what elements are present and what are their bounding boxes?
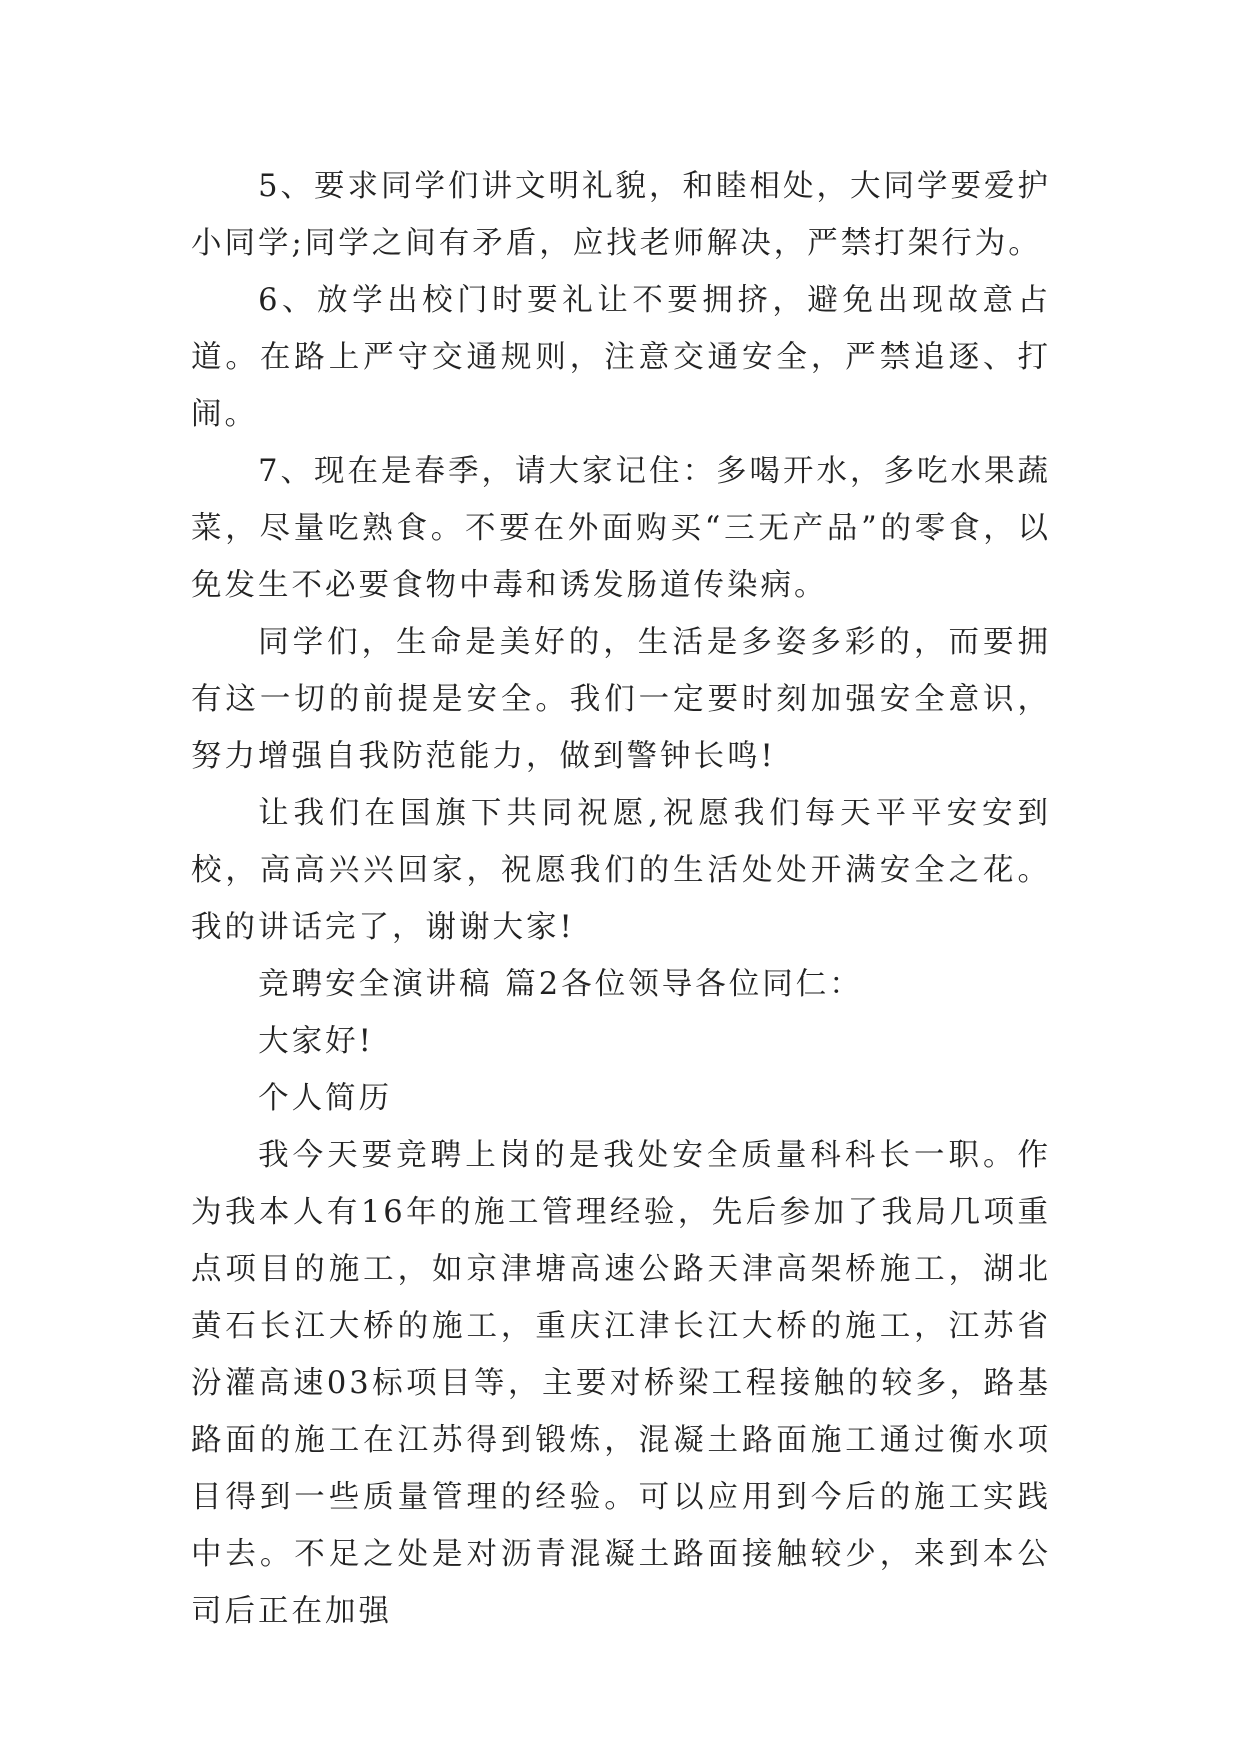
paragraph-rule-6: 6、放学出校门时要礼让不要拥挤，避免出现故意占道。在路上严守交通规则，注意交通安全，严禁追逐、打闹。 [191,283,1051,432]
paragraph-rule-5: 5、要求同学们讲文明礼貌，和睦相处，大同学要爱护小同学;同学之间有矛盾，应找老师解决，严禁打架行为。 [191,169,1051,261]
paragraph-life-safety: 同学们，生命是美好的，生活是多姿多彩的，而要拥有这一切的前提是安全。我们一定要时刻加强安全意识，努力增强自我防范能力，做到警钟长鸣! [191,625,1051,774]
section-heading-speech-2: 竞聘安全演讲稿 篇2各位领导各位同仁： [258,967,863,1002]
paragraph-resume-body: 我今天要竞聘上岗的是我处安全质量科科长一职。作为我本人有16年的施工管理经验，先后参加了我局几项重点项目的施工，如京津塘高速公路天津高架桥施工，湖北黄石长江大桥的施工，重庆江津长江大桥的施工，江苏省汾灌高速03标项目等，主要对桥梁工程接触的较多，路基路面的施工在江苏得到锻炼，混凝土路面施工通过衡水项目得到一些质量管理的经验。可以应用到今后的施工实践中去。不足之处是对沥青混凝土路面接触较少，来到本公司后正在加强 [191,1138,1051,1629]
document-body [191,158,1051,1640]
greeting: 大家好! [258,1024,374,1059]
paragraph-closing-wish: 让我们在国旗下共同祝愿,祝愿我们每天平平安安到校，高高兴兴回家，祝愿我们的生活处处开满安全之花。我的讲话完了，谢谢大家! [191,796,1051,945]
paragraph-rule-7: 7、现在是春季，请大家记住：多喝开水，多吃水果蔬菜，尽量吃熟食。不要在外面购买“三无产品”的零食，以免发生不必要食物中毒和诱发肠道传染病。 [191,454,1051,603]
resume-heading: 个人简历 [258,1081,393,1116]
